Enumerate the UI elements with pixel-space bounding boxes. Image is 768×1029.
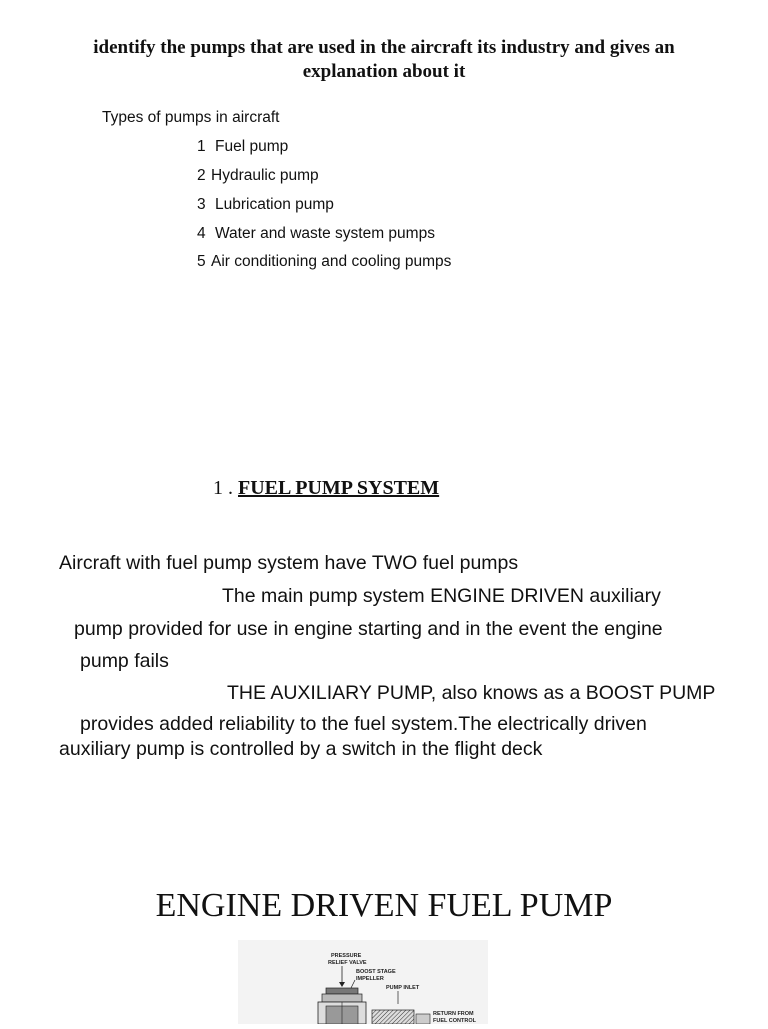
fuel-pump-illustration (238, 940, 488, 1024)
list-item-number: 5 (197, 253, 206, 270)
list-item-number: 2 (197, 167, 206, 184)
diagram-label: BOOST STAGE (356, 969, 396, 975)
section-title: FUEL PUMP SYSTEM (238, 477, 440, 499)
paragraph-line: pump provided for use in engine starting and in the event the engine (74, 618, 663, 640)
paragraph-line: pump fails (80, 650, 169, 672)
arrow-icon (339, 982, 345, 987)
list-item-label: Fuel pump (215, 138, 289, 155)
paragraph-line: THE AUXILIARY PUMP, also knows as a BOOST PUMP (227, 682, 716, 704)
list-item (197, 225, 435, 243)
list-item (197, 196, 334, 214)
paragraph-line: The main pump system ENGINE DRIVEN auxiliary (222, 585, 661, 607)
list-item-label: Water and waste system pumps (215, 225, 435, 242)
document-title (0, 36, 768, 84)
paragraph-line: provides added reliability to the fuel system.The electrically driven (80, 713, 647, 735)
diagram-label: PUMP INLET (386, 985, 420, 991)
title-line-2: explanation about it (302, 61, 466, 82)
types-heading: Types of pumps in aircraft (102, 109, 280, 126)
pump-body (318, 988, 430, 1024)
title-line-1: identify the pumps that are used in the aircraft its industry and gives an (93, 37, 675, 58)
list-item-label: Lubrication pump (215, 196, 334, 213)
section-heading (213, 477, 439, 500)
paragraph-line: Aircraft with fuel pump system have TWO fuel pumps (59, 552, 519, 574)
list-item (197, 167, 319, 185)
list-item-number: 3 (197, 196, 206, 213)
list-item-number: 4 (197, 225, 206, 242)
paragraph-line: auxiliary pump is controlled by a switch in the flight deck (59, 738, 543, 760)
figure-heading: ENGINE DRIVEN FUEL PUMP (155, 887, 613, 924)
section-number: 1 . (213, 477, 233, 499)
list-item-label: Air conditioning and cooling pumps (211, 253, 452, 270)
diagram-label: FUEL CONTROL (433, 1018, 476, 1024)
list-item-label: Hydraulic pump (211, 167, 319, 184)
diagram-label: IMPELLER (356, 976, 384, 982)
diagram-label: RETURN FROM (433, 1011, 474, 1017)
list-item (197, 138, 288, 156)
fuel-pump-diagram (238, 940, 488, 1024)
list-item (197, 253, 451, 271)
list-item-number: 1 (197, 138, 206, 155)
diagram-label: PRESSURE (331, 953, 362, 959)
diagram-label: RELIEF VALVE (328, 960, 367, 966)
